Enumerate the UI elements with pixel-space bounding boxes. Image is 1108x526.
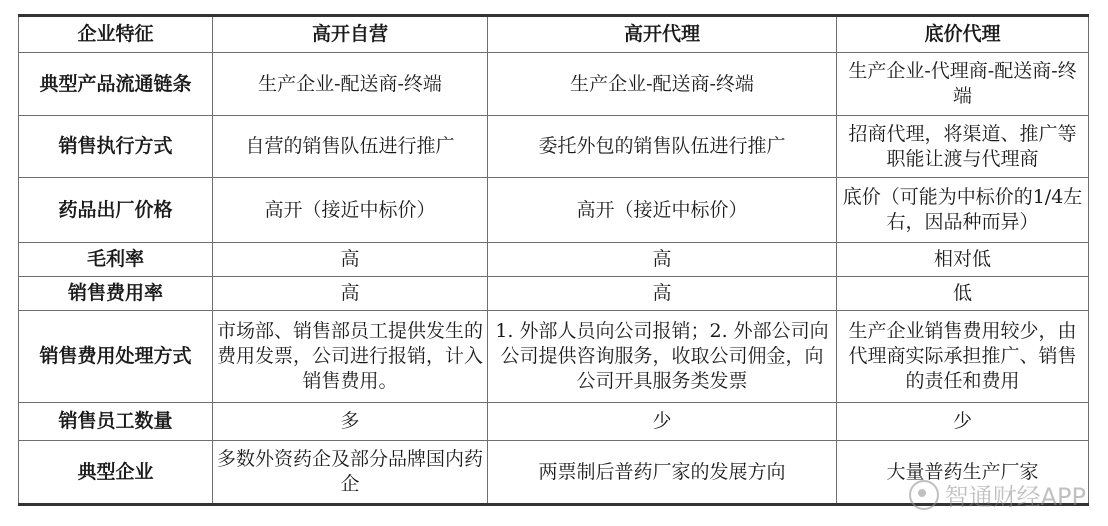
cell: 高 (488, 277, 837, 311)
table-row (19, 403, 1089, 441)
header-row (19, 16, 1089, 53)
row-label: 销售费用率 (19, 277, 213, 311)
table-row (19, 53, 1089, 116)
cell: 生产企业-配送商-终端 (488, 53, 837, 116)
cell: 高 (213, 243, 488, 277)
cell: 高 (488, 243, 837, 277)
cell: 招商代理，将渠道、推广等职能让渡与代理商 (837, 116, 1089, 178)
watermark (909, 477, 1086, 512)
table-row (19, 277, 1089, 311)
cell: 生产企业-配送商-终端 (213, 53, 488, 116)
cell: 生产企业销售费用较少，由代理商实际承担推广、销售的责任和费用 (837, 311, 1089, 403)
cell: 市场部、销售部员工提供发生的费用发票，公司进行报销，计入销售费用。 (213, 311, 488, 403)
table-row (19, 311, 1089, 403)
row-label: 销售员工数量 (19, 403, 213, 441)
table-row (19, 178, 1089, 243)
header-high-self: 高开自营 (213, 16, 488, 53)
row-label: 销售费用处理方式 (19, 311, 213, 403)
header-base-agent: 底价代理 (837, 16, 1089, 53)
cell: 两票制后普药厂家的发展方向 (488, 441, 837, 505)
logo-icon (909, 480, 939, 510)
cell: 多 (213, 403, 488, 441)
cell: 底价（可能为中标价的1/4左右，因品种而异） (837, 178, 1089, 243)
cell: 多数外资药企及部分品牌国内药企 (213, 441, 488, 505)
cell: 低 (837, 277, 1089, 311)
row-label: 毛利率 (19, 243, 213, 277)
row-label: 销售执行方式 (19, 116, 213, 178)
cell: 1. 外部人员向公司报销；2. 外部公司向公司提供咨询服务，收取公司佣金，向公司开具服务类发票 (488, 311, 837, 403)
cell: 大量普药生产厂家 (837, 441, 1089, 505)
cell: 自营的销售队伍进行推广 (213, 116, 488, 178)
header-feature: 企业特征 (19, 16, 213, 53)
header-high-agent: 高开代理 (488, 16, 837, 53)
cell: 高开（接近中标价） (488, 178, 837, 243)
cell: 委托外包的销售队伍进行推广 (488, 116, 837, 178)
comparison-table-container (18, 14, 1088, 506)
cell: 少 (488, 403, 837, 441)
cell: 相对低 (837, 243, 1089, 277)
cell: 高 (213, 277, 488, 311)
cell: 高开（接近中标价） (213, 178, 488, 243)
cell: 生产企业-代理商-配送商-终端 (837, 53, 1089, 116)
row-label: 典型企业 (19, 441, 213, 505)
table-row (19, 243, 1089, 277)
table-row (19, 116, 1089, 178)
cell: 少 (837, 403, 1089, 441)
comparison-table (18, 14, 1089, 506)
row-label: 典型产品流通链条 (19, 53, 213, 116)
watermark-text: 智通财经APP (944, 483, 1086, 511)
row-label: 药品出厂价格 (19, 178, 213, 243)
